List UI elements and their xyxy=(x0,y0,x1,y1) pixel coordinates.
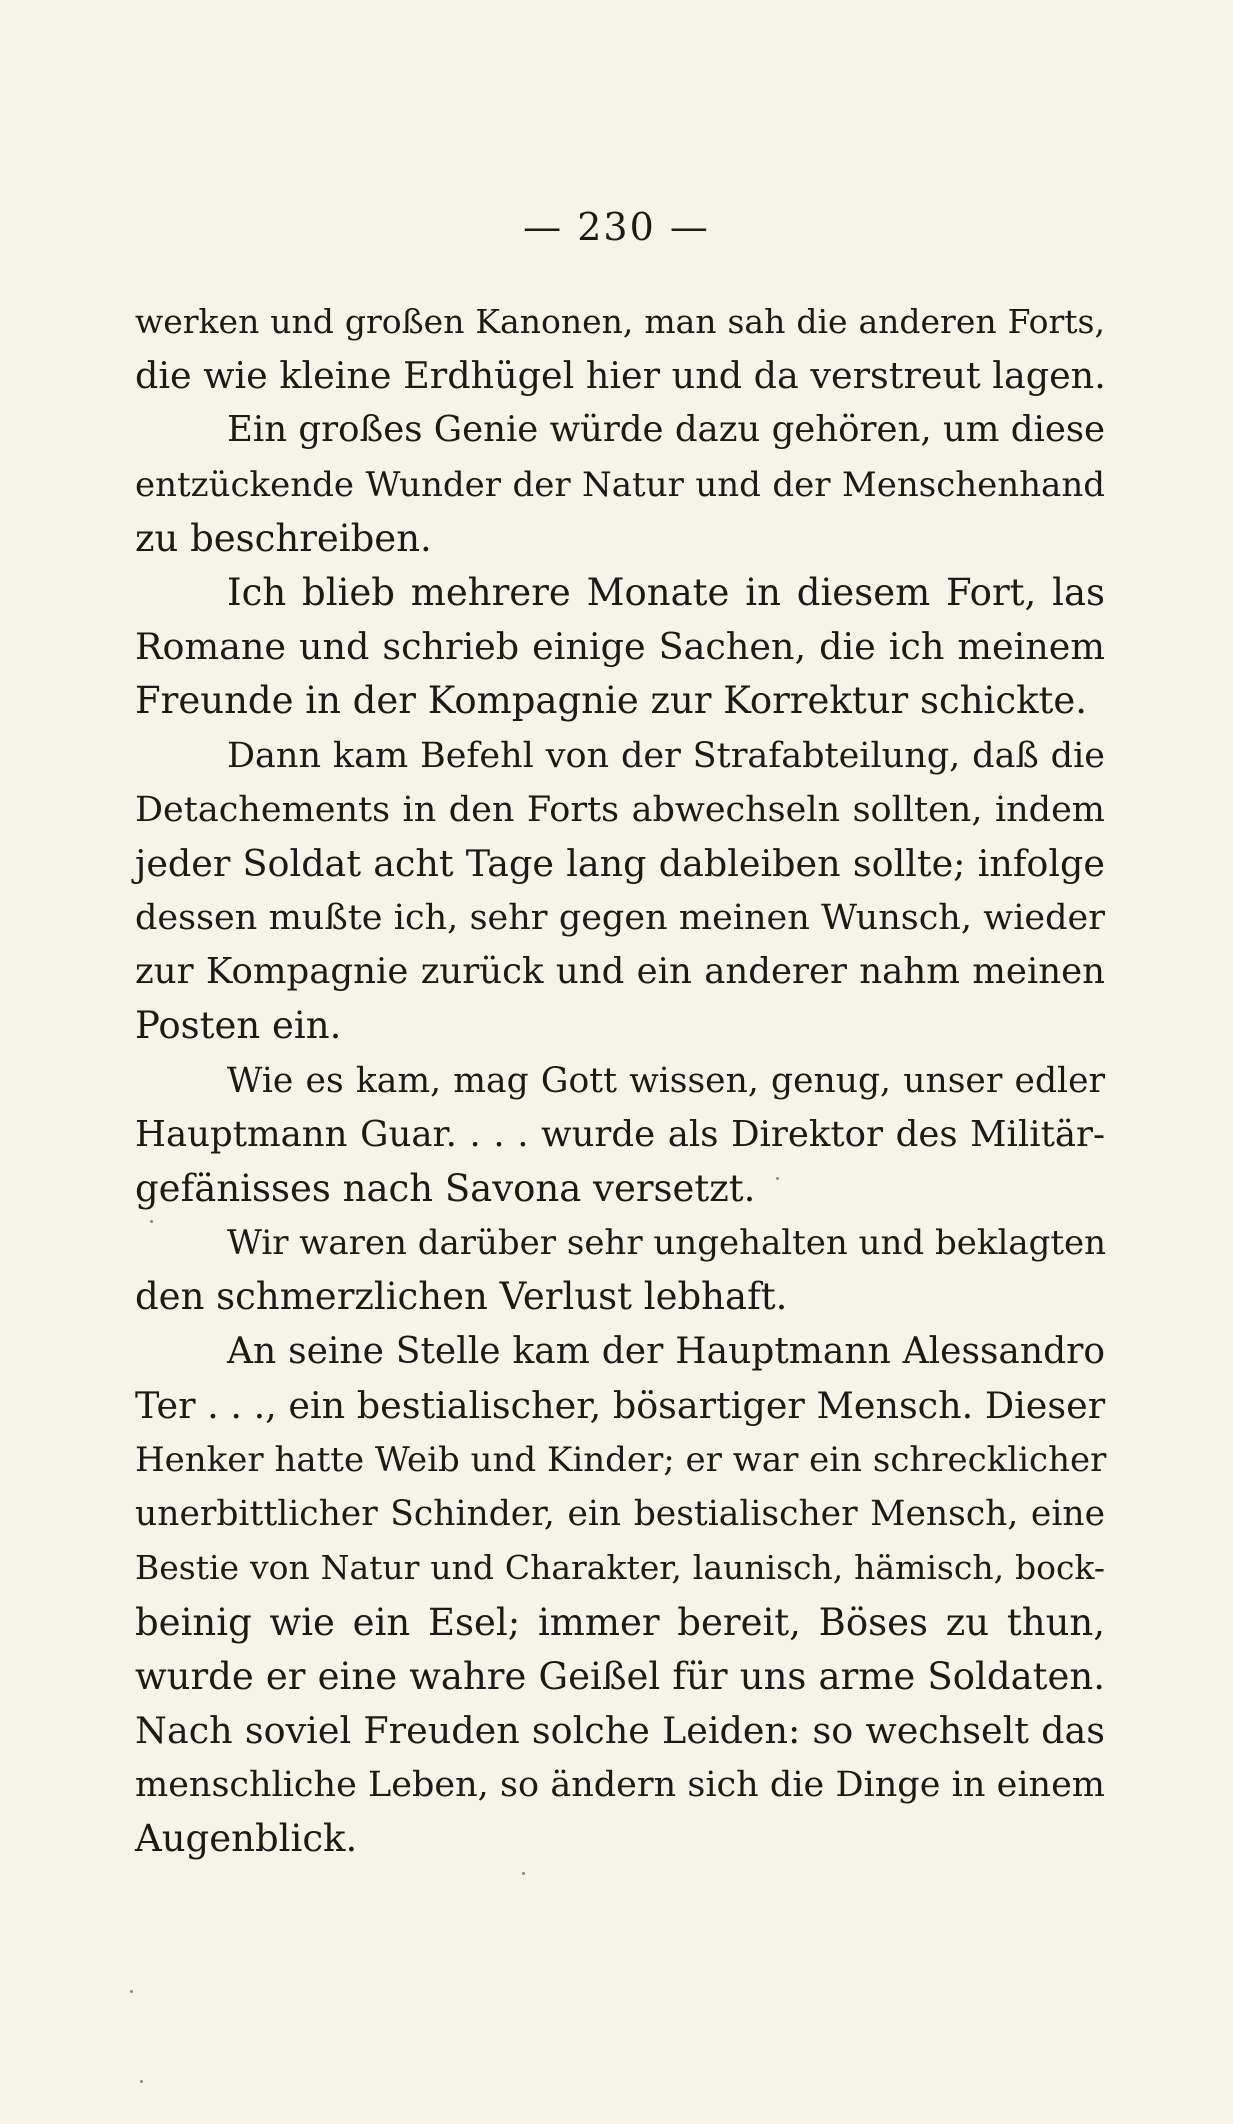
print-speck xyxy=(776,1177,779,1180)
text-line: Wir waren darüber sehr ungehalten und beklagten xyxy=(227,1223,1107,1264)
text-line: werken und großen Kanonen, man sah die anderen Forts, xyxy=(135,302,1105,341)
text-line: Wie es kam, mag Gott wissen, genug, unser edler xyxy=(227,1060,1105,1101)
print-speck xyxy=(130,1990,133,1993)
text-line: jeder Soldat acht Tage lang dableiben sollte; infolge xyxy=(135,841,1105,885)
text-line: menschliche Leben, so ändern sich die Dinge in einem xyxy=(135,1765,1105,1806)
text-line: zu beschreiben. xyxy=(135,516,432,560)
text-line: Detachements in den Forts abwechseln sollten, indem xyxy=(135,789,1105,830)
text-line: Freunde in der Kompagnie zur Korrektur schickte. xyxy=(135,679,1088,723)
print-speck xyxy=(150,1220,153,1223)
text-line: Dann kam Befehl von der Strafabteilung, daß die xyxy=(227,735,1105,776)
text-line: Henker hatte Weib und Kinder; er war ein schrecklicher xyxy=(135,1439,1107,1480)
text-line: die wie kleine Erdhügel hier und da verstreut lagen. xyxy=(135,354,1106,398)
text-line: Posten ein. xyxy=(135,1004,342,1048)
text-line: Hauptmann Guar. . . . wurde als Direktor des Militär- xyxy=(135,1113,1105,1155)
text-line: Ein großes Genie würde dazu gehören, um diese xyxy=(227,409,1106,451)
text-line: Nach soviel Freuden solche Leiden: so wechselt das xyxy=(135,1708,1105,1752)
text-line: gefänisses nach Savona versetzt. xyxy=(135,1167,756,1210)
page-number: — 230 — xyxy=(523,205,710,249)
text-line: beinig wie ein Esel; immer bereit, Böses zu thun, xyxy=(135,1600,1105,1644)
text-line: Ich blieb mehrere Monate in diesem Fort, las xyxy=(227,570,1105,614)
text-line: den schmerzlichen Verlust lebhaft. xyxy=(135,1275,788,1319)
text-line: unerbittlicher Schinder, ein bestialischer Mensch, eine xyxy=(135,1494,1105,1535)
text-line: Bestie von Natur und Charakter, launisch, hämisch, bock- xyxy=(135,1548,1105,1588)
text-line: wurde er eine wahre Geißel für uns arme Soldaten. xyxy=(135,1654,1105,1698)
text-line: zur Kompagnie zurück und ein anderer nahm meinen xyxy=(135,951,1105,993)
text-line: Romane und schrieb einige Sachen, die ich meinem xyxy=(135,625,1105,669)
print-speck xyxy=(140,2080,143,2083)
text-line: Augenblick. xyxy=(135,1817,358,1861)
text-line: dessen mußte ich, sehr gegen meinen Wunsch, wieder xyxy=(135,898,1105,939)
text-line: entzückende Wunder der Natur und der Menschenhand xyxy=(135,464,1105,505)
body-text xyxy=(135,295,1105,1866)
print-speck xyxy=(522,1872,525,1875)
text-line: Ter . . ., ein bestialischer, bösartiger Mensch. Dieser xyxy=(135,1383,1106,1427)
text-line: An seine Stelle kam der Hauptmann Alessandro xyxy=(227,1330,1105,1372)
